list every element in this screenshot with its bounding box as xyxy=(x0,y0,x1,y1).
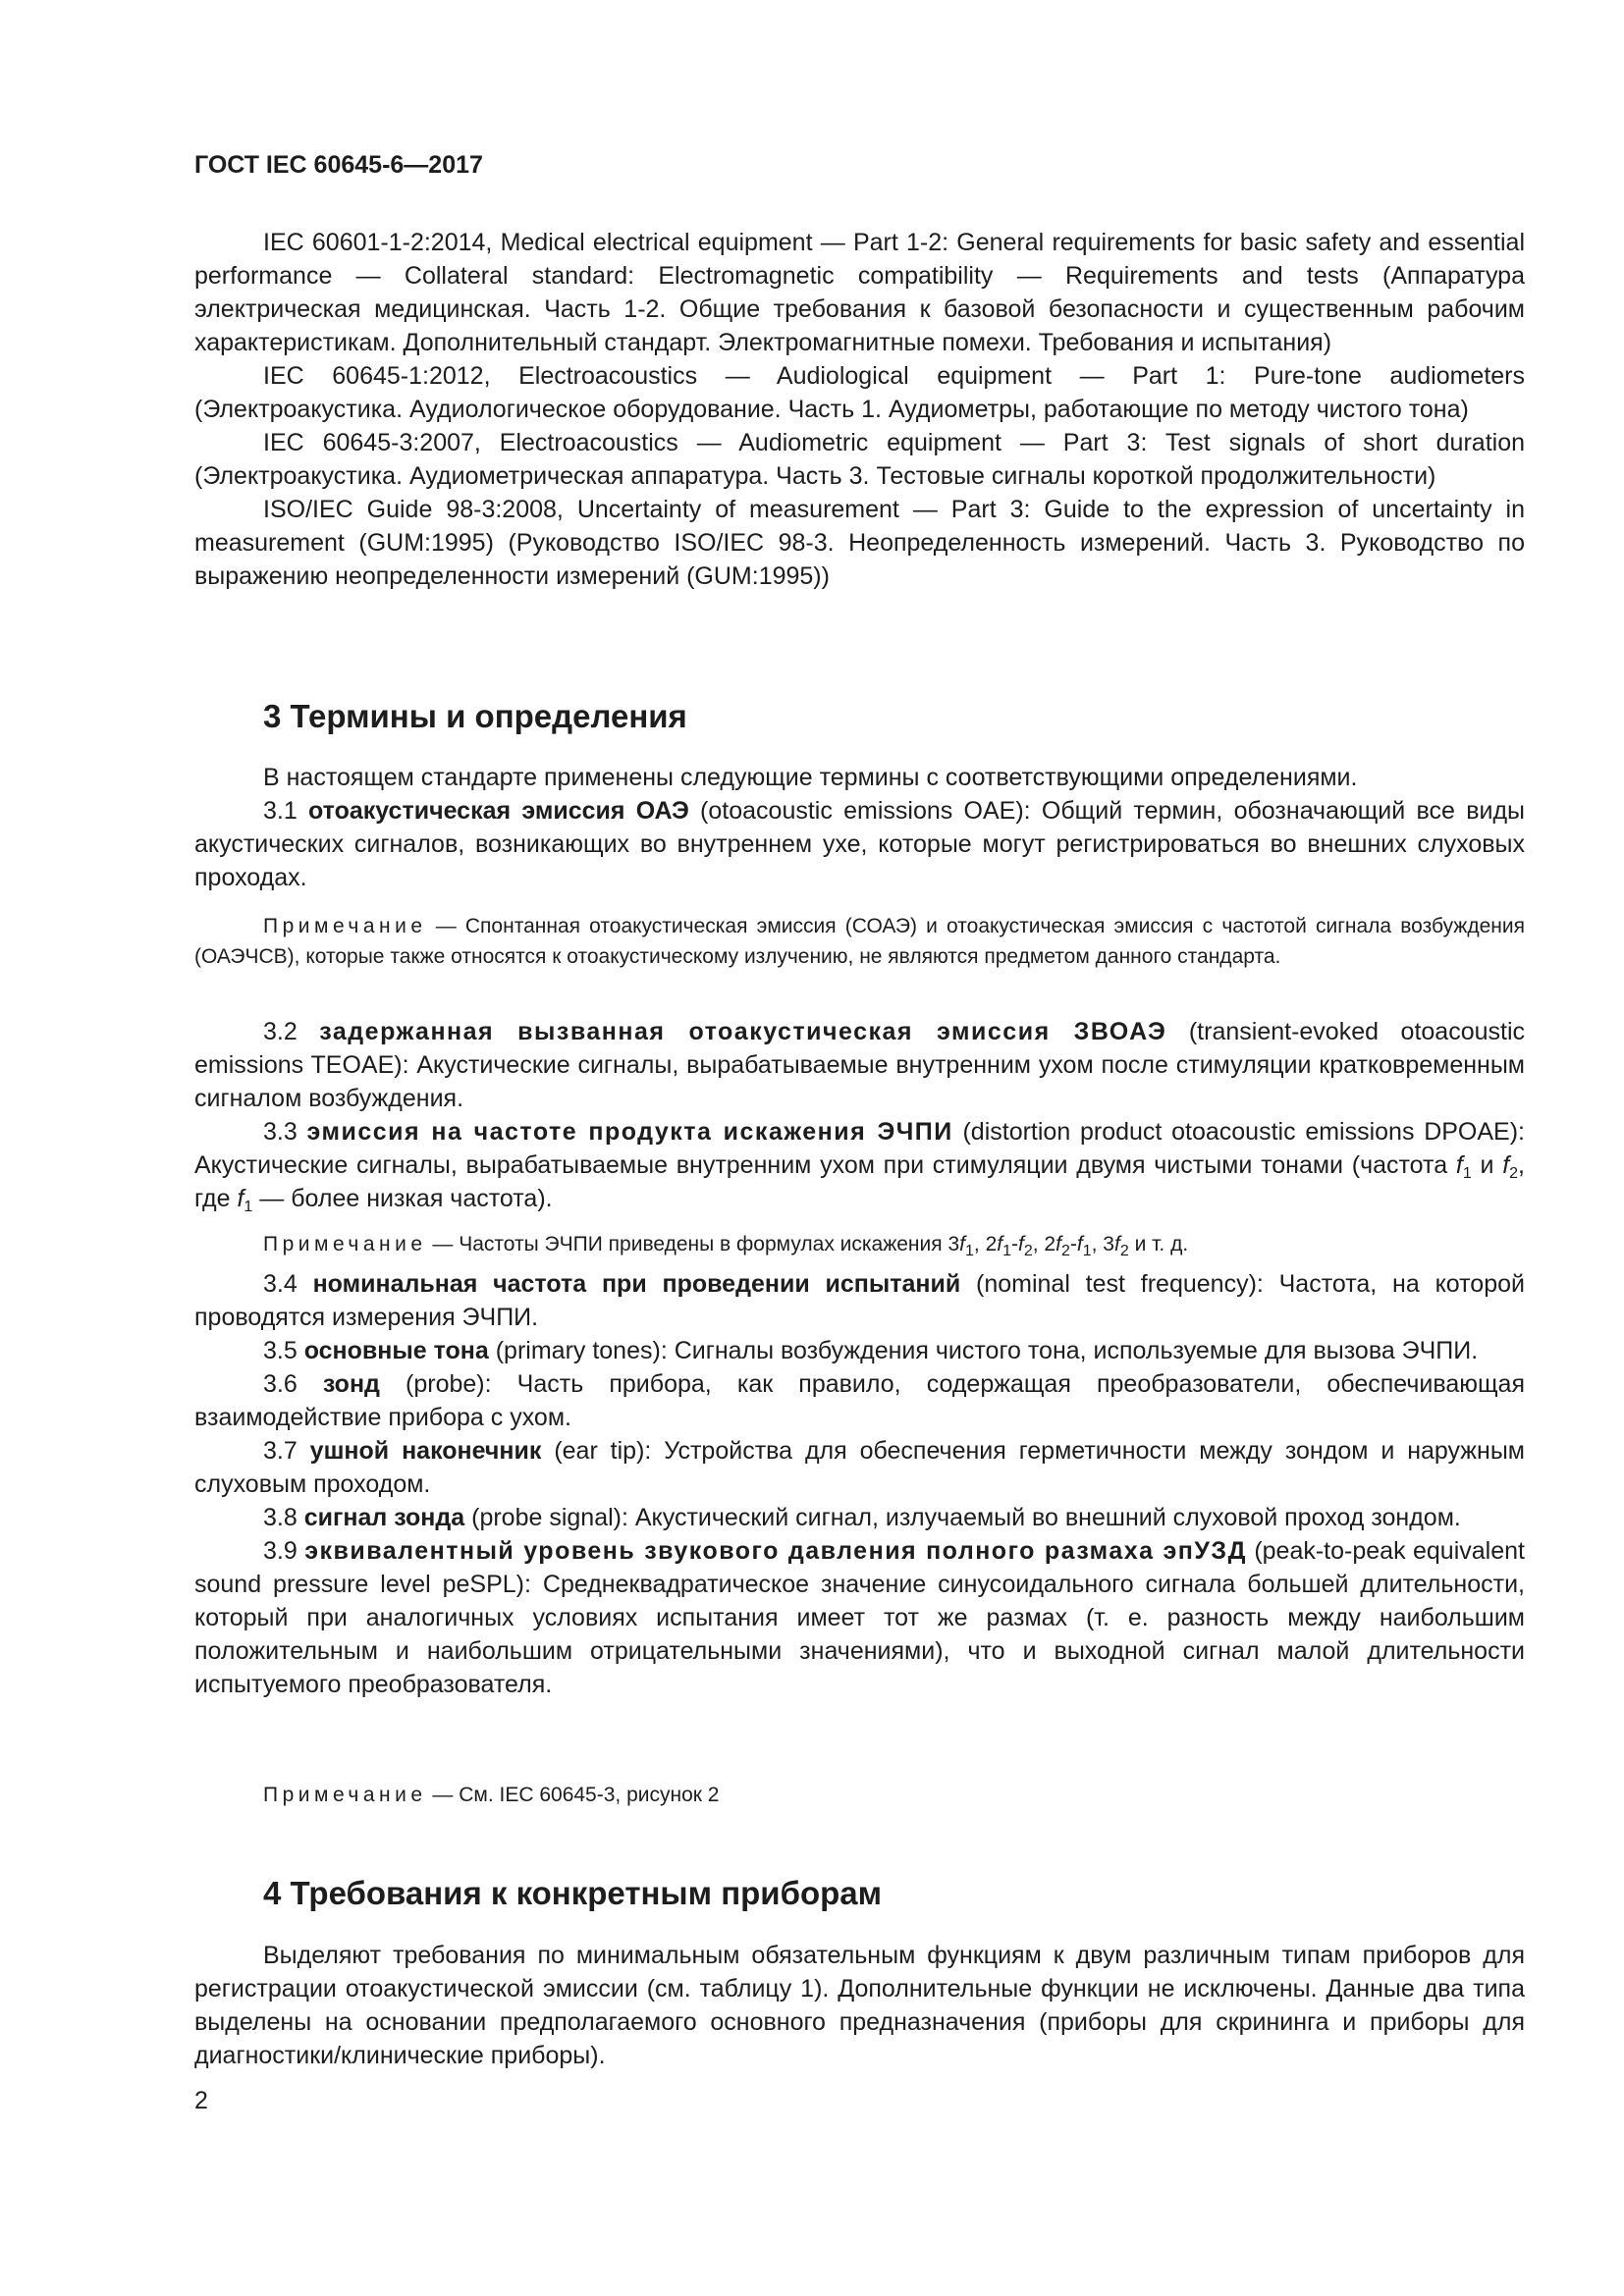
section-4-paragraph: Выделяют требования по минимальным обязательным функциям к двум различным типам приборов для регистрации отоакустической эмиссии (см. таблицу 1). Дополнительные функции не исключены. Данные два типа выделены на основании предполагаемого основного предназначения (приборы для скрининга и приборы для диагностики/клинические приборы). xyxy=(194,1942,1525,2069)
terms-3-2-3-3 xyxy=(194,1015,1525,1215)
note-label: Примечание xyxy=(263,915,427,937)
note-1: Примечание — Спонтанная отоакустическая эмиссия (СОАЭ) и отоакустическая эмиссия с частотой сигнала возбуждения (ОАЭЧСВ), которые также относятся к отоакустическому излучению, не являются предметом данного стандарта. xyxy=(194,915,1525,968)
term-3-7: 3.7 ушной наконечник (ear tip): Устройства для обеспечения герметичности между зондом и наружным слуховым проходом. xyxy=(194,1437,1525,1498)
reference-item: IEC 60645-1:2012, Electroacoustics — Audiological equipment — Part 1: Pure-tone audiometers (Электроакустика. Аудиологическое оборудование. Часть 1. Аудиометры, работающие по методу чистого тона) xyxy=(194,362,1525,423)
reference-item: ISO/IEC Guide 98-3:2008, Uncertainty of measurement — Part 3: Guide to the expression of uncertainty in measurement (GUM:1995) (Руководство ISO/IEC 98-3. Неопределенность измерений. Часть 3. Руководство по выражению неопределенности измерений (GUM:1995)) xyxy=(194,496,1525,590)
term-3-9: 3.9 эквивалентный уровень звукового давления полного размаха эпУЗД (peak-to-peak equivalent sound pressure level peSPL): Среднеквадратическое значение синусоидального сигнала большей длительности, который при аналогичных условиях испытания имеет тот же размах (т. е. разность между наибольшим положительным и наибольшим отрицательными значениями), что и выходной сигнал малой длительности испытуемого преобразователя. xyxy=(194,1537,1525,1698)
term-title: эмиссия на частоте продукта искажения ЭЧПИ xyxy=(306,1118,953,1146)
page-number: 2 xyxy=(194,2087,208,2114)
term-title: отоакустическая эмиссия ОАЭ xyxy=(308,797,689,825)
section-3-intro: В настоящем стандарте применены следующие термины с соответствующими определениями. xyxy=(263,764,1358,791)
note-3: Примечание — См. IEC 60645-3, рисунок 2 xyxy=(263,1784,720,1806)
section-4-body xyxy=(194,1939,1525,2072)
reference-item: IEC 60645-3:2007, Electroacoustics — Audiometric equipment — Part 3: Test signals of short duration (Электроакустика. Аудиометрическая аппаратура. Часть 3. Тестовые сигналы короткой продолжительности) xyxy=(194,429,1525,490)
term-3-5: 3.5 основные тона (primary tones): Сигналы возбуждения чистого тона, используемые для вызова ЭЧПИ. xyxy=(263,1337,1479,1364)
term-title: зонд xyxy=(322,1370,380,1398)
section-4-heading: 4 Требования к конкретным приборам xyxy=(263,1875,883,1911)
terms-3-4-3-9 xyxy=(194,1267,1525,1701)
note-2: Примечание — Частоты ЭЧПИ приведены в формулах искажения $3f_1$, $2f_1-f_2$, $2f_2-f_1$, $3f_2$ и т. д. xyxy=(263,1233,1189,1259)
term-3-1: 3.1 отоакустическая эмиссия ОАЭ (otoacoustic emissions OAE): Общий термин, обозначающий все виды акустических сигналов, возникающих во внутреннем ухе, которые могут регистрироваться во внешних слуховых проходах. xyxy=(194,797,1525,891)
term-title: задержанная вызванная отоакустическая эмиссия ЗВОАЭ xyxy=(319,1018,1167,1045)
term-title: ушной наконечник xyxy=(309,1437,542,1465)
term-3-8: 3.8 сигнал зонда (probe signal): Акустический сигнал, излучаемый во внешний слуховой проход зондом. xyxy=(263,1504,1461,1531)
section-3-heading: 3 Термины и определения xyxy=(263,698,687,734)
reference-item: IEC 60601-1-2:2014, Medical electrical equipment — Part 1-2: General requirements for basic safety and essential performance — Collateral standard: Electromagnetic compatibility — Requirements and tests (Аппаратура электрическая медицинская. Часть 1-2. Общие требования к базовой безопасности и существенным рабочим характеристикам. Дополнительный стандарт. Электромагнитные помехи. Требования и испытания) xyxy=(194,229,1525,356)
document-header: ГОСТ IEC 60645-6—2017 xyxy=(194,151,483,179)
normative-references xyxy=(194,226,1525,593)
note-label: Примечание xyxy=(263,1233,427,1255)
term-3-4: 3.4 номинальная частота при проведении испытаний (nominal test frequency): Частота, на которой проводятся измерения ЭЧПИ. xyxy=(194,1270,1525,1331)
term-title: основные тона xyxy=(303,1337,489,1364)
term-3-3: 3.3 эмиссия на частоте продукта искажения ЭЧПИ (distortion product otoacoustic emissions DPOAE): Акустические сигналы, вырабатываемые внутренним ухом при стимуляции двумя чистыми тонами (частота $f_1$ и $f_2$, где $f_1$ — более низкая частота). xyxy=(194,1118,1525,1215)
term-title: сигнал зонда xyxy=(303,1504,465,1531)
term-3-6: 3.6 зонд (probe): Часть прибора, как правило, содержащая преобразователи, обеспечивающая взаимодействие прибора с ухом. xyxy=(194,1370,1525,1431)
term-3-2: 3.2 задержанная вызванная отоакустическая эмиссия ЗВОАЭ (transient-evoked otoacoustic emissions TEOAE): Акустические сигналы, вырабатываемые внутренним ухом после стимуляции кратковременным сигналом возбуждения. xyxy=(194,1018,1526,1112)
term-title: эквивалентный уровень звукового давления полного размаха эпУЗД xyxy=(304,1537,1247,1565)
note-label: Примечание xyxy=(263,1784,427,1806)
term-title: номинальная частота при проведении испытаний xyxy=(312,1270,961,1298)
section-3-terms xyxy=(194,761,1525,894)
